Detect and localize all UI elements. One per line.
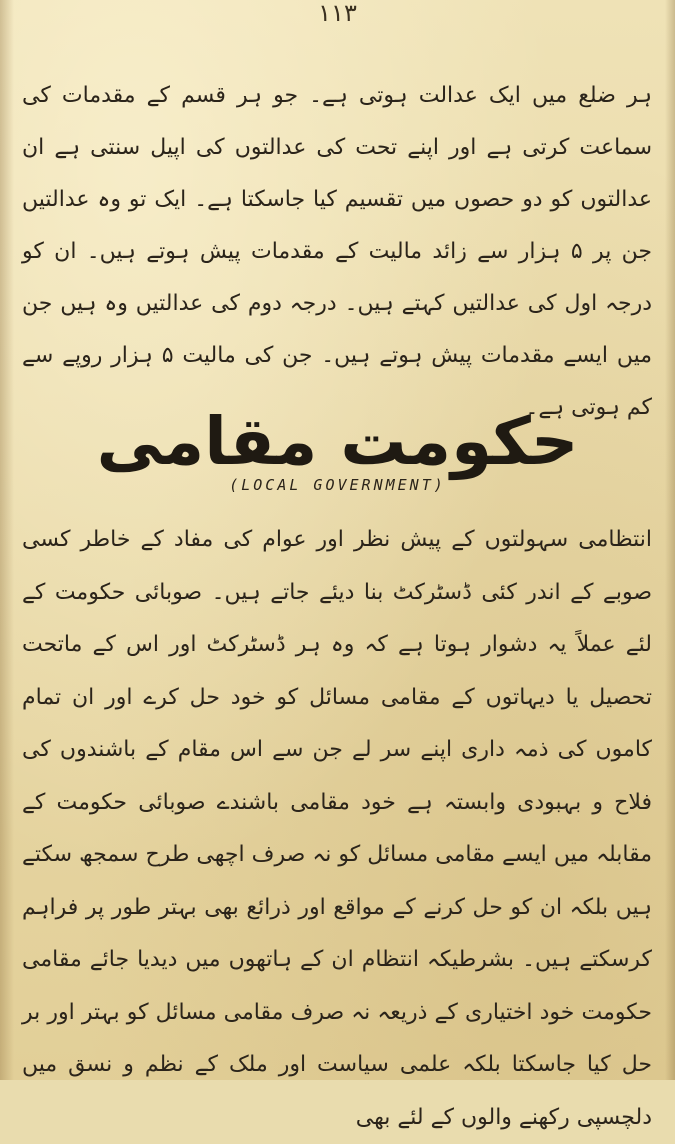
paragraph-district-courts: ہر ضلع میں ایک عدالت ہوتی ہے۔ جو ہر قسم کے مقدمات کی سماعت کرتی ہے اور اپنے تحت کی عدالتوں کی اپیل سنتی ہے ان عدالتوں کو دو حصوں میں تقسیم کیا جاسکتا ہے۔ ایک تو وہ عدالتیں جن پر ۵ ہزار سے زائد مالیت کے مقدمات پیش ہوتے ہیں۔ ان کو درجہ اول کی عدالتیں کہتے ہیں۔ درجہ دوم کی عدالتیں وہ ہیں جن میں ایسے مقدمات پیش ہوتے ہیں۔ جن کی مالیت ۵ ہزار روپے سے کم ہوتی ہے۔ (22, 83, 652, 420)
page-number: ١١٣ (318, 0, 357, 27)
section-subheading: (LOCAL GOVERNMENT) (229, 476, 446, 494)
paragraph-local-government: انتظامی سہولتوں کے پیش نظر اور عوام کی مفاد کے خاطر کسی صوبے کے اندر کئی ڈسٹرکٹ بنا دیئے جاتے ہیں۔ صوبائی حکومت کے لئے عملاً یہ دشوار ہوتا ہے کہ وہ ہر ڈسٹرکٹ اور اس کے ماتحت تحصیل یا دیہاتوں کے مقامی مسائل کو خود حل کرے اور ان تمام کاموں کی ذمہ داری اپنے سر لے جن سے اس مقام کے باشندوں کی فلاح و بہبودی وابستہ ہے خود مقامی باشندے صوبائی حکومت کے مقابلہ میں ایسے مقامی مسائل کو نہ صرف اچھی طرح سمجھ سکتے ہیں بلکہ ان کو حل کرنے کے مواقع اور ذرائع بھی بہتر طور پر فراہم کرسکتے ہیں۔ بشرطیکہ انتظام ان کے ہاتھوں میں دیدیا جائے مقامی حکومت خود اختیاری کے ذریعہ نہ صرف مقامی مسائل کو بہتر اور بر حل کیا جاسکتا بلکہ علمی سیاست اور ملک کے نظم و نسق میں دلچسپی رکھنے والوں کے لئے بھی (22, 527, 652, 1130)
section-heading: حکومت مقامی (96, 403, 579, 480)
